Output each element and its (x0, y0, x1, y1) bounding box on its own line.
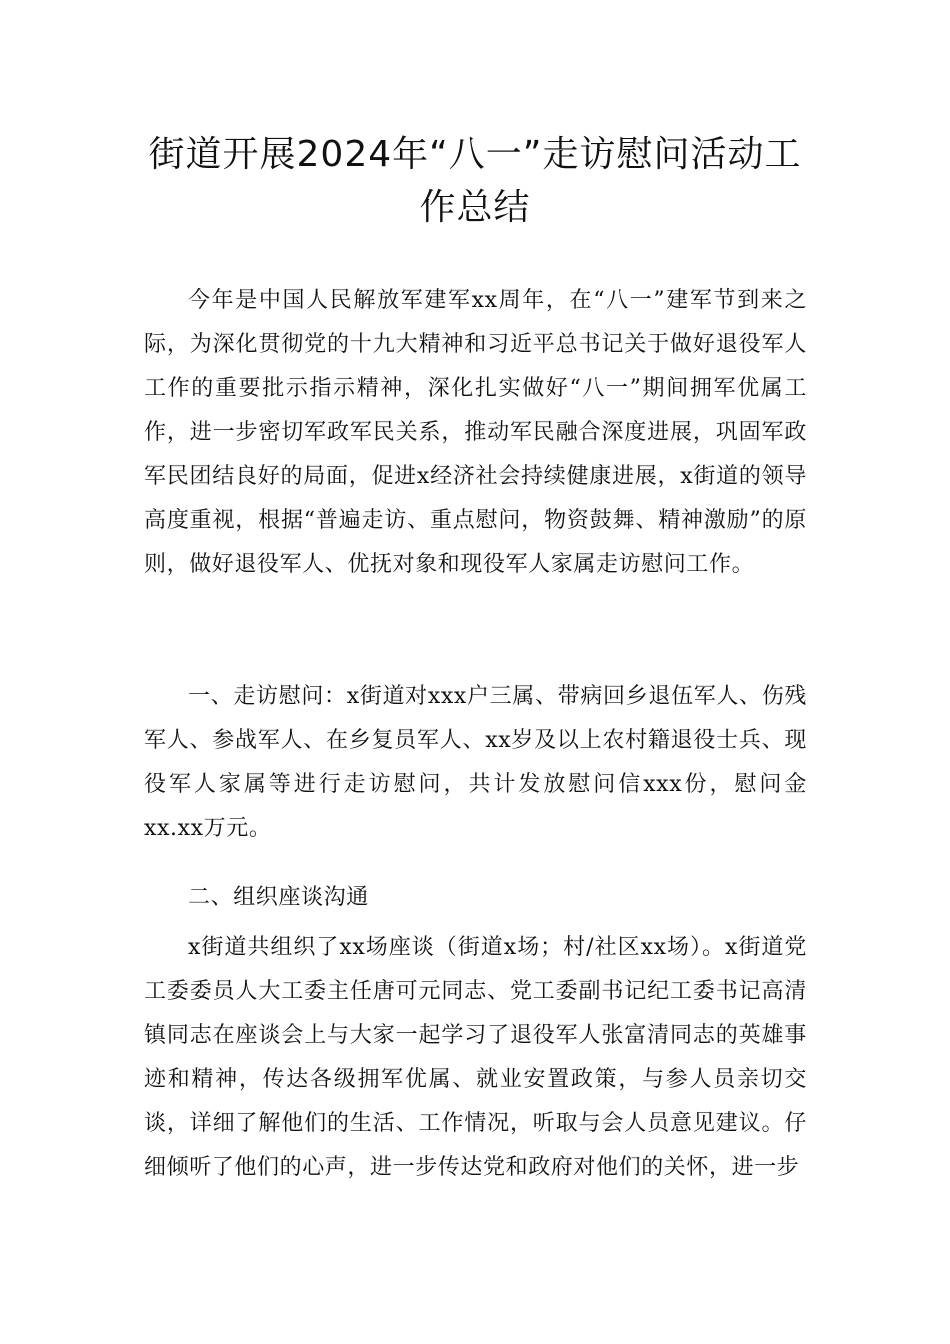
section-2-paragraph: x街道共组织了xx场座谈（街道x场；村/社区xx场）。x街道党工委委员人大工委主任唐可元同志、党工委副书记纪工委书记高清镇同志在座谈会上与大家一起学习了退役军人张富清同志的英雄事迹和精神，传达各级拥军优属、就业安置政策，与参人员亲切交谈，详细了解他们的生活、工作情况，听取与会人员意见建议。仔细倾听了他们的心声，进一步传达党和政府对他们的关怀，进一步 (144, 935, 807, 1180)
section-2-heading: 二、组织座谈沟通 (188, 885, 369, 910)
section-1-paragraph: 一、走访慰问：x街道对xxx户三属、带病回乡退伍军人、伤残军人、参战军人、在乡复员军人、xx岁及以上农村籍退役士兵、现役军人家属等进行走访慰问，共计发放慰问信xxx份，慰问金xx.xx万元。 (144, 684, 807, 841)
intro-paragraph: 今年是中国人民解放军建军xx周年，在“八一”建军节到来之际，为深化贯彻党的十九大精神和习近平总书记关于做好退役军人工作的重要批示指示精神，深化扎实做好“八一”期间拥军优属工作，进一步密切军政军民关系，推动军民融合深度进展，巩固军政军民团结良好的局面，促进x经济社会持续健康进展，x街道的领导高度重视，根据“普遍走访、重点慰问，物资鼓舞、精神激励”的原则，做好退役军人、优抚对象和现役军人家属走访慰问工作。 (144, 288, 807, 577)
document-title: 街道开展2024年“八一”走访慰问活动工作总结 (148, 134, 802, 228)
